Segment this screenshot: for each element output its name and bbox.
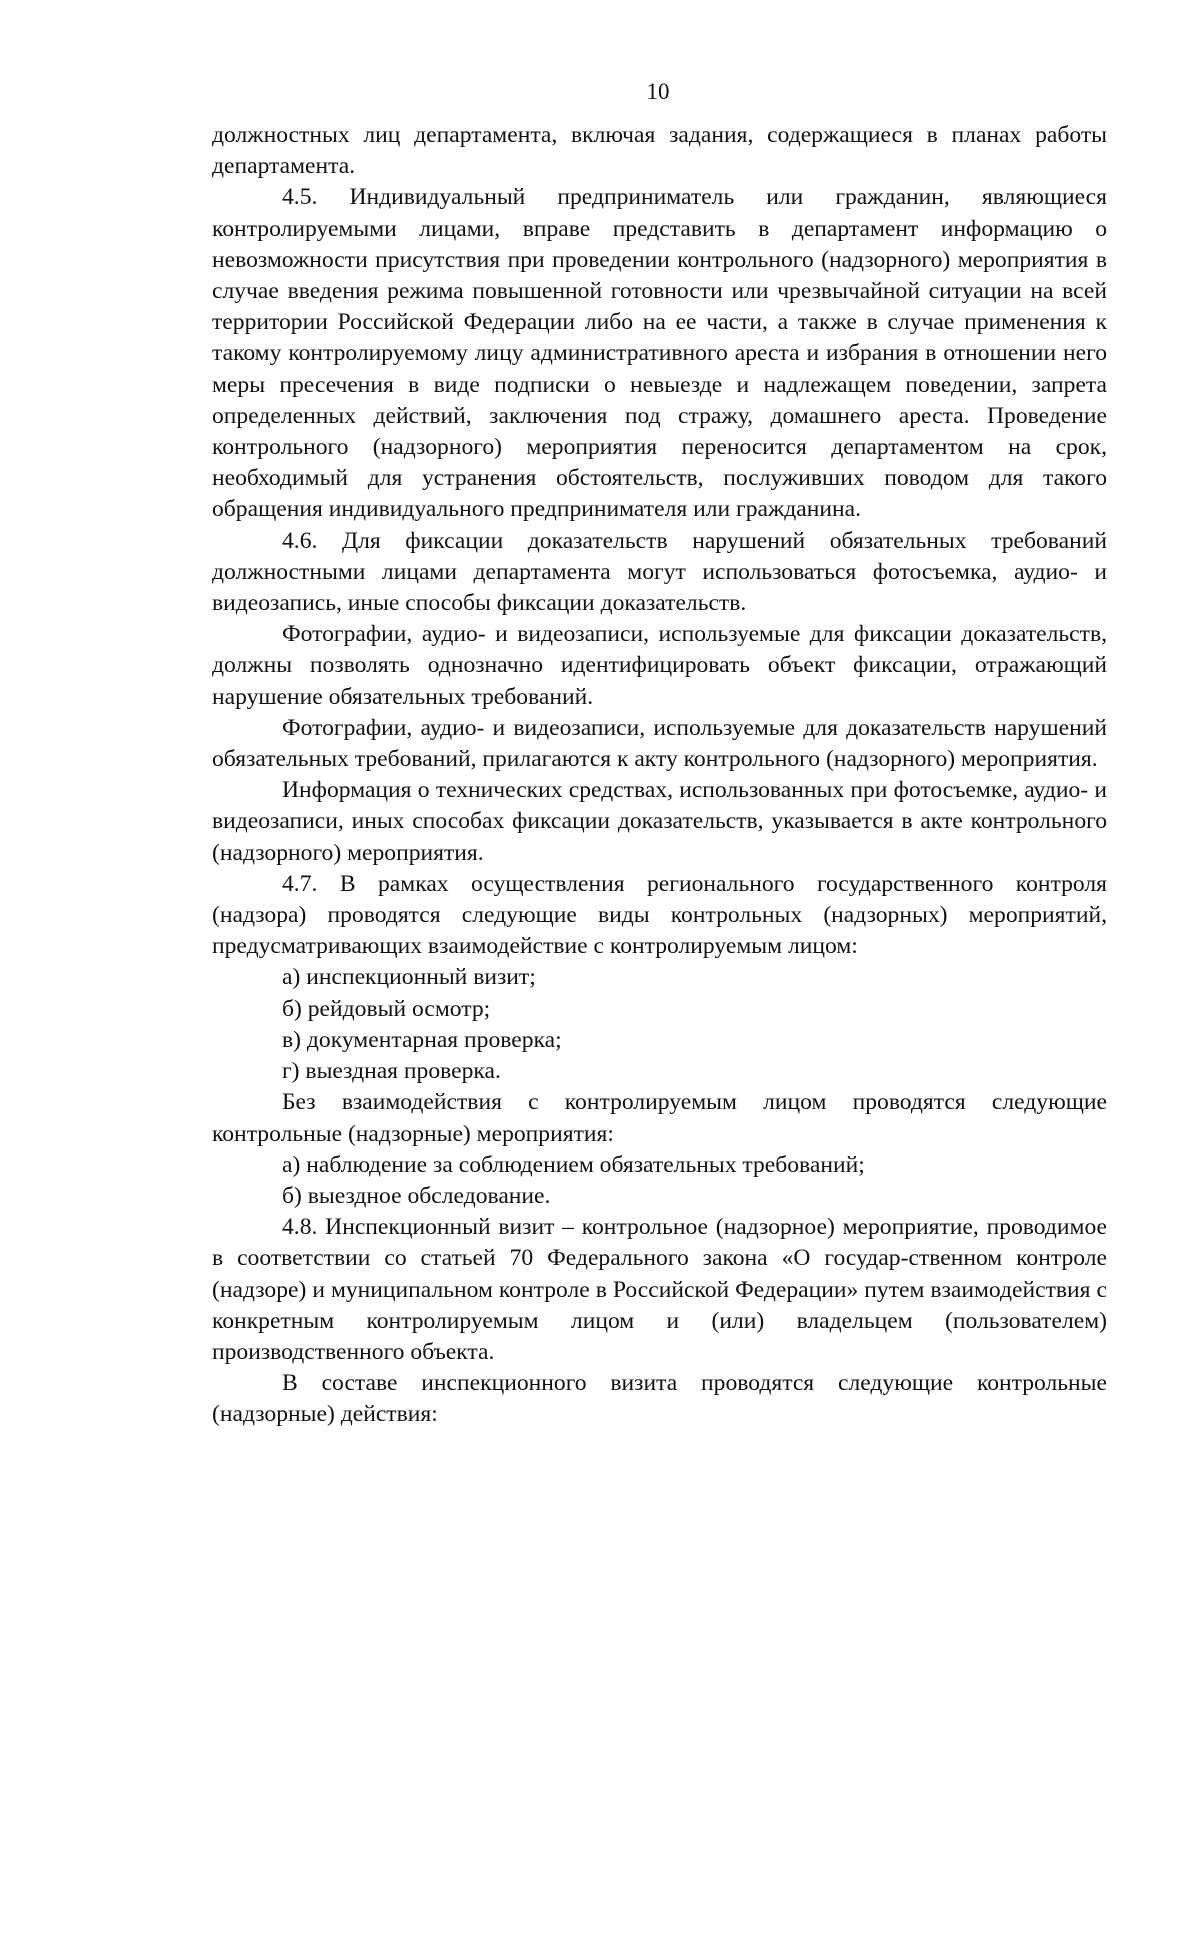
list-item: а) наблюдение за соблюдением обязательных требований;	[282, 1151, 865, 1178]
paragraph-4-5: 4.5. Индивидуальный предприниматель или гражданин, являющиеся контролируемыми лицами, вправе представить в департамент информацию о невозможности присутствия при проведении контрольного (надзорного) мероприятия в случае введения режима повышенной готовности или чрезвычайной ситуации на всей территории Российской Федерации либо на ее части, а также в случае применения к такому контролируемому лицу административного ареста и избрания в отношении него меры пресечения в виде подписки о невыезде и надлежащем поведении, запрета определенных действий, заключения под стражу, домашнего ареста. Проведение контрольного (надзорного) мероприятия переносится департаментом на срок, необходимый для устранения обстоятельств, послуживших поводом для такого обращения индивидуального предпринимателя или гражданина.	[212, 184, 1107, 523]
paragraph-photo-identification: Фотографии, аудио- и видеозаписи, используемые для фиксации доказательств, должны позволять однозначно идентифицировать объект фиксации, отражающий нарушение обязательных требований.	[212, 621, 1107, 710]
paragraph-inspection-actions: В составе инспекционного визита проводятся следующие контрольные (надзорные) действия:	[212, 1370, 1107, 1428]
paragraph-4-6: 4.6. Для фиксации доказательств нарушений обязательных требований должностными лицами департамента могут использоваться фотосъемка, аудио- и видеозапись, иные способы фиксации доказательств.	[212, 527, 1107, 617]
list-item: а) инспекционный визит;	[282, 964, 536, 991]
paragraph-photo-attachment: Фотографии, аудио- и видеозаписи, используемые для доказательств нарушений обязательных требований, прилагаются к акту контрольного (надзорного) мероприятия.	[212, 714, 1107, 773]
list-item: б) рейдовый осмотр;	[282, 995, 491, 1022]
paragraph-technical-means: Информация о технических средствах, использованных при фотосъемке, аудио- и видеозаписи, иных способах фиксации доказательств, указывается в акте контрольного (надзорного) мероприятия.	[212, 777, 1107, 866]
paragraph-4-8: 4.8. Инспекционный визит – контрольное (надзорное) мероприятие, проводимое в соответствии со статьей 70 Федерального закона «О государ-ственном контроле (надзоре) и муниципальном контроле в Российской Федерации» путем взаимодействия с конкретным контролируемым лицом и (или) владельцем (пользователем) производственного объекта.	[212, 1214, 1107, 1365]
paragraph-continuation: должностных лиц департамента, включая задания, содержащиеся в планах работы департамента.	[212, 122, 1107, 180]
paragraph-4-7: 4.7. В рамках осуществления регионального государственного контроля (надзора) проводятся следующие виды контрольных (надзорных) мероприятий, предусматривающих взаимодействие с контролируемым лицом:	[212, 870, 1107, 960]
list-item: в) документарная проверка;	[282, 1026, 562, 1053]
paragraph-without-interaction: Без взаимодействия с контролируемым лицом проводятся следующие контрольные (надзорные) мероприятия:	[212, 1089, 1107, 1147]
list-item: г) выездная проверка.	[282, 1058, 501, 1085]
document-body	[212, 120, 1107, 1431]
page-number: 10	[646, 79, 670, 104]
list-item: б) выездное обследование.	[282, 1182, 551, 1209]
